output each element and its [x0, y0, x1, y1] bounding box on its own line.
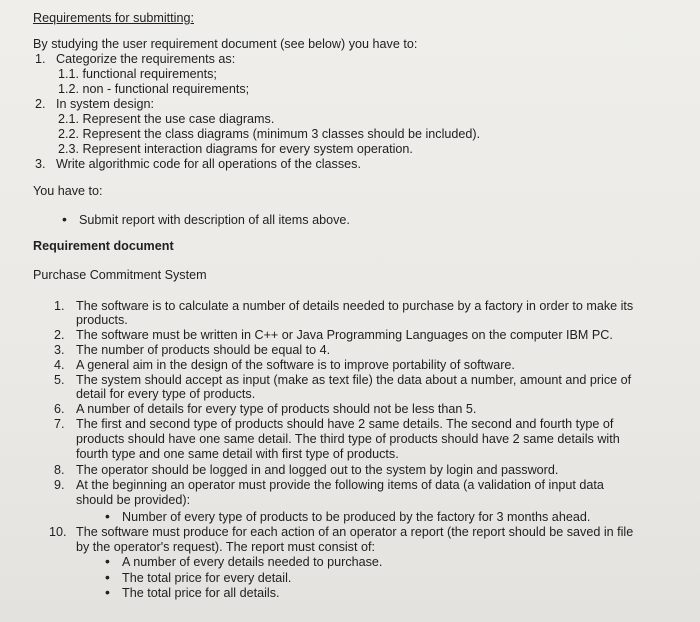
requirement-document-title: Requirement document — [33, 239, 174, 253]
item-text: should be provided): — [76, 493, 191, 507]
task-text: Write algorithmic code for all operations of the classes. — [56, 157, 361, 171]
task-subitem: 1.1. functional requirements; — [58, 67, 217, 81]
item-text: The operator should be logged in and logged out to the system by login and password. — [76, 463, 559, 477]
item-text: by the operator's request). The report must consist of: — [76, 540, 375, 554]
task-number: 1. — [35, 52, 46, 66]
item-text: The software is to calculate a number of details needed to purchase by a factory in order to make its — [76, 299, 634, 313]
you-have-to-label: You have to: — [33, 184, 103, 198]
item-number: 2. — [54, 328, 65, 342]
item-text: products should have one same detail. The third type of products should have 2 same details with — [76, 432, 620, 446]
task-number: 3. — [35, 157, 46, 171]
item-text: A general aim in the design of the software is to improve portability of software. — [76, 358, 515, 372]
item-bullet: • The total price for every detail. — [122, 571, 291, 586]
item-bullet: • Number of every type of products to be produced by the factory for 3 months ahead. — [122, 510, 590, 525]
item-number: 7. — [54, 417, 65, 431]
item-number: 10. — [49, 525, 67, 539]
item-text: The first and second type of products should have 2 same details. The second and fourth type of — [76, 417, 614, 431]
task-subitem: 2.2. Represent the class diagrams (minimum 3 classes should be included). — [58, 127, 481, 141]
task-subitem: 2.1. Represent the use case diagrams. — [58, 112, 275, 126]
item-number: 9. — [54, 478, 65, 492]
requirements-heading: Requirements for submitting: — [33, 11, 194, 25]
item-text: fourth type and one same detail with first type of products. — [76, 447, 399, 461]
item-bullet: • The total price for all details. — [122, 586, 280, 601]
submit-bullet: • Submit report with description of all items above. — [79, 213, 350, 228]
item-text: The software must produce for each action of an operator a report (the report should be saved in file — [76, 525, 634, 539]
item-text: The number of products should be equal to 4. — [76, 343, 331, 357]
item-bullet: • A number of every details needed to purchase. — [122, 555, 382, 570]
task-subitem: 2.3. Represent interaction diagrams for every system operation. — [58, 142, 413, 156]
item-text: The software must be written in C++ or Java Programming Languages on the computer IBM PC. — [76, 328, 613, 342]
task-text: Categorize the requirements as: — [56, 52, 236, 66]
item-number: 1. — [54, 299, 65, 313]
item-number: 4. — [54, 358, 65, 372]
system-name: Purchase Commitment System — [33, 268, 207, 282]
item-text: The system should accept as input (make as text file) the data about a number, amount and price of — [76, 373, 632, 387]
task-text: In system design: — [56, 97, 154, 111]
item-text: A number of details for every type of products should not be less than 5. — [76, 402, 477, 416]
item-number: 5. — [54, 373, 65, 387]
item-text: detail for every type of products. — [76, 387, 256, 401]
item-text: products. — [76, 313, 128, 327]
item-number: 6. — [54, 402, 65, 416]
item-number: 8. — [54, 463, 65, 477]
task-number: 2. — [35, 97, 46, 111]
item-number: 3. — [54, 343, 65, 357]
task-subitem: 1.2. non - functional requirements; — [58, 82, 250, 96]
intro-text: By studying the user requirement document (see below) you have to: — [33, 37, 418, 51]
item-text: At the beginning an operator must provide the following items of data (a validation of input data — [76, 478, 604, 492]
